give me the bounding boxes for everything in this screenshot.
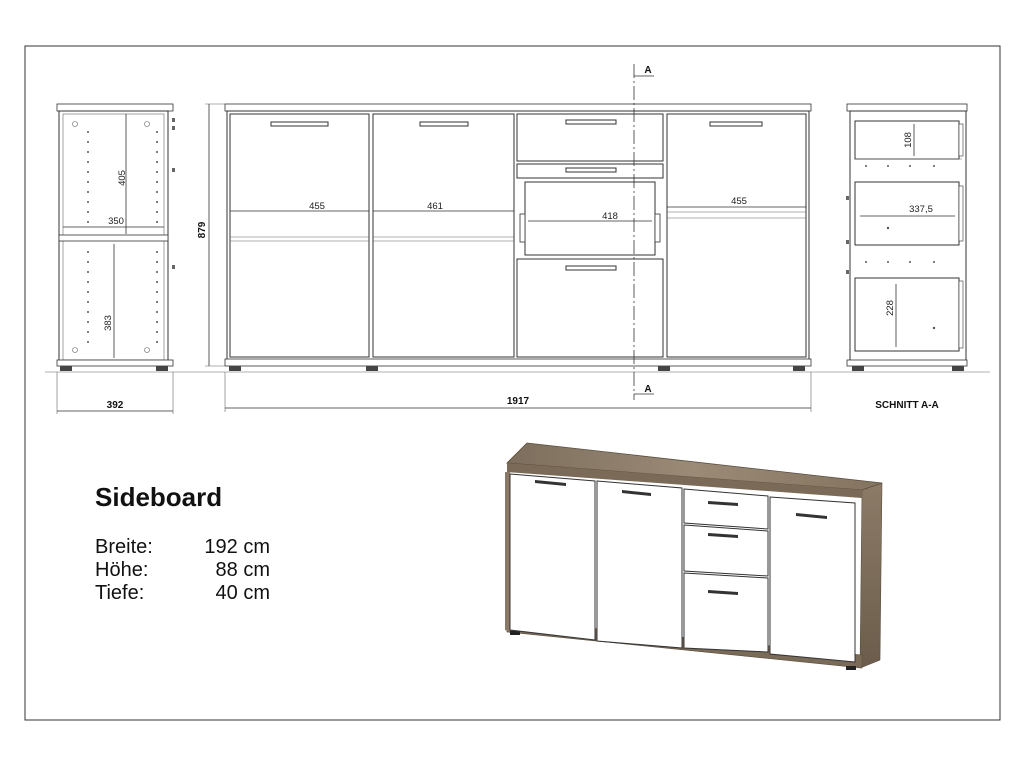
front-right-door-width-label: 455 [731, 196, 747, 207]
section-marker-top: A [644, 65, 652, 76]
spec-value: 88 cm [215, 559, 270, 581]
product-info [95, 482, 270, 605]
side-view [57, 104, 175, 414]
spec-value: 40 cm [215, 582, 270, 604]
front-drawer-width-label: 418 [602, 211, 618, 222]
section-middle-drawer-width-label: 337,5 [909, 204, 933, 215]
section-top-drawer-height-label: 108 [903, 132, 914, 148]
front-total-width-label: 1917 [506, 396, 530, 407]
spec-label: Höhe: [95, 559, 149, 581]
side-depth-label: 392 [106, 400, 124, 411]
section-marker-bottom: A [644, 384, 652, 395]
section-view [846, 104, 967, 411]
sideboard-3d-illustration [505, 443, 882, 670]
spec-label: Breite: [95, 536, 153, 558]
front-total-height-label: 879 [197, 221, 208, 239]
section-label: SCHNITT A-A [875, 400, 939, 411]
side-lower-height-label: 383 [103, 315, 114, 331]
front-view [197, 64, 811, 412]
section-bottom-drawer-height-label: 228 [885, 300, 896, 316]
spec-row-depth [95, 582, 270, 605]
spec-value: 192 cm [204, 536, 270, 558]
spec-row-height [95, 559, 270, 582]
front-second-door-width-label: 461 [427, 201, 443, 212]
side-inner-depth-label: 350 [108, 216, 124, 227]
product-title: Sideboard [95, 482, 223, 512]
spec-row-width [95, 536, 270, 559]
front-left-door-width-label: 455 [309, 201, 325, 212]
spec-label: Tiefe: [95, 582, 145, 604]
side-upper-height-label: 405 [117, 170, 128, 186]
